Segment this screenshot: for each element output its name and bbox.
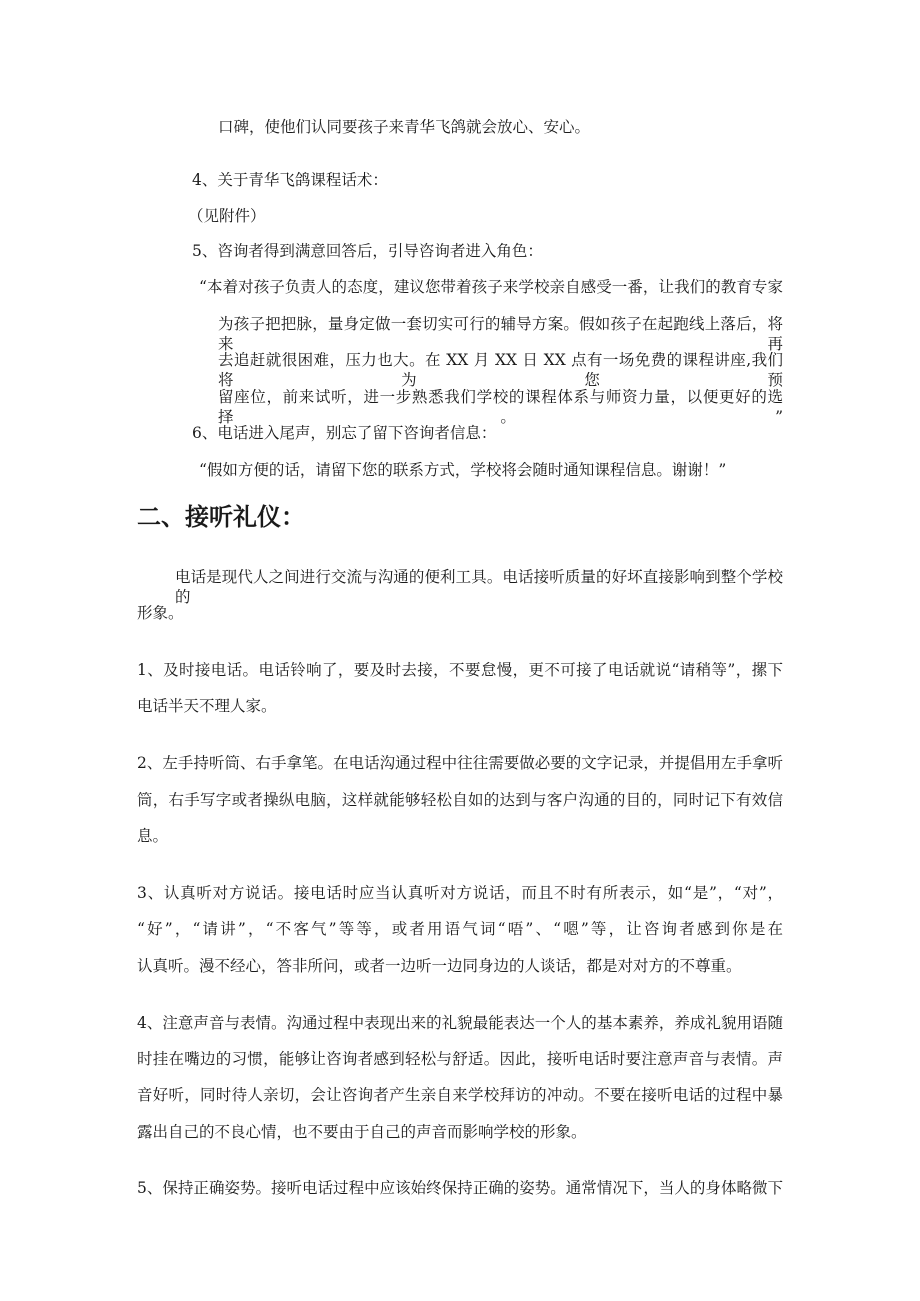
item-5-quote-line: 去追赶就很困难，压力也大。在 XX 月 XX 日 XX 点有一场免费的课程讲座,我们将为您预: [218, 351, 783, 389]
point-5-line: 5、保持正确姿势。接听电话过程中应该始终保持正确的姿势。通常情况下，当人的身体略微下: [137, 1179, 783, 1197]
point-4-line: 露出自己的不良心情，也不要由于自己的声音而影响学校的形象。: [137, 1123, 587, 1141]
point-1-line: 1、及时接电话。电话铃响了，要及时去接，不要怠慢，更不可接了电话就说“请稍等”，摞下: [137, 661, 783, 679]
item-6-quote: “假如方便的话，请留下您的联系方式，学校将会随时通知课程信息。谢谢！”: [199, 461, 727, 479]
item-5-quote-line: 为孩子把把脉，量身定做一套切实可行的辅导方案。假如孩子在起跑线上落后，将来再: [218, 315, 783, 353]
item-5-quote-line: 留座位，前来试听，进一步熟悉我们学校的课程体系与师资力量，以便更好的选择。”: [218, 388, 783, 426]
section-heading: 二、接听礼仪：: [137, 502, 305, 531]
point-4-line: 4、注意声音与表情。沟通过程中表现出来的礼貌最能表达一个人的基本素养，养成礼貌用语随: [137, 1014, 783, 1032]
point-2-line: 2、左手持听筒、右手拿笔。在电话沟通过程中往往需要做必要的文字记录，并提倡用左手拿听: [137, 754, 783, 772]
item-5-quote-line: “本着对孩子负责人的态度，建议您带着孩子来学校亲自感受一番，让我们的教育专家: [199, 278, 783, 296]
item-5-title: 5、咨询者得到满意回答后，引导咨询者进入角色：: [192, 242, 543, 260]
point-2-line: 筒，右手写字或者操纵电脑，这样就能够轻松自如的达到与客户沟通的目的，同时记下有效信: [137, 791, 783, 809]
point-1-line: 电话半天不理人家。: [137, 697, 277, 715]
point-3-line: “好”，“请讲”，“不客气”等等，或者用语气词“唔”、“嗯”等，让咨询者感到你是在: [137, 920, 783, 938]
item-4-note: （见附件）: [188, 207, 266, 225]
item-6-title: 6、电话进入尾声，别忘了留下咨询者信息：: [192, 424, 497, 442]
point-2-line: 息。: [137, 827, 169, 845]
intro-line: 形象。: [137, 604, 184, 622]
intro-line: 电话是现代人之间进行交流与沟通的便利工具。电话接听质量的好坏直接影响到整个学校的: [175, 568, 783, 606]
point-4-line: 音好听，同时待人亲切，会让咨询者产生亲自来学校拜访的冲动。不要在接听电话的过程中暴: [137, 1086, 783, 1104]
point-3-line: 3、认真听对方说话。接电话时应当认真听对方说话，而且不时有所表示，如“是”，“对”，: [137, 884, 783, 902]
point-4-line: 时挂在嘴边的习惯，能够让咨询者感到轻松与舒适。因此，接听电话时要注意声音与表情。声: [137, 1050, 783, 1068]
point-3-line: 认真听。漫不经心，答非所问，或者一边听一边同身边的人谈话，都是对对方的不尊重。: [137, 957, 742, 975]
paragraph-continuation: 口碑，使他们认同要孩子来青华飞鸽就会放心、安心。: [218, 118, 591, 136]
item-4-title: 4、关于青华飞鸽课程话术：: [192, 171, 388, 189]
